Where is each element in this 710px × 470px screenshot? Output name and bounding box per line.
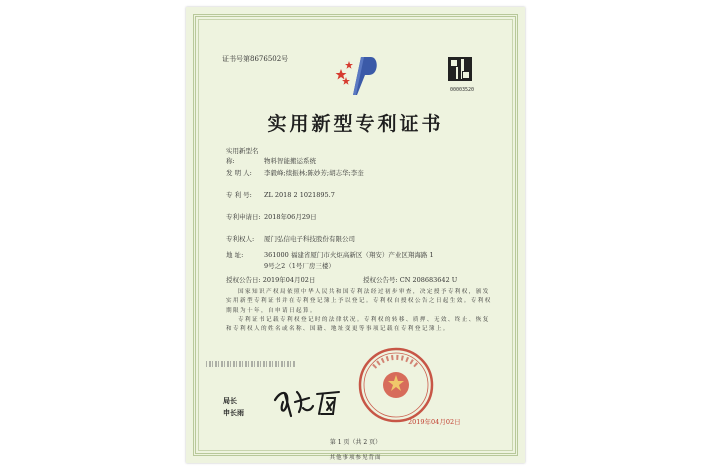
- official-seal-icon: [356, 345, 436, 425]
- field-value: 厦门弘信电子科技股份有限公司: [264, 235, 355, 243]
- qr-code: [448, 57, 472, 81]
- director-name: 申长雨: [223, 408, 244, 417]
- certificate-title: 实用新型专利证书: [267, 113, 444, 135]
- field-address: [226, 250, 434, 260]
- barcode-strip: [206, 361, 296, 367]
- certificate-number: 证书号第8676502号: [222, 55, 289, 63]
- field-value: 361000 福建省厦门市火炬高新区（翔安）产业区翔海路 1: [264, 251, 434, 259]
- field-value: 2018年06月29日: [264, 213, 317, 221]
- cnipa-logo-icon: [331, 51, 381, 97]
- paragraph-legal-status: 专利证书记载专利权登记时的法律状况。专利权的转移、质押、无效、终止、恢复和专利权人的姓名或名称、国籍、地址变更等事项记载在专利登记簿上。: [226, 317, 490, 333]
- field-patent-number: [226, 190, 335, 200]
- director-signature: [271, 382, 346, 422]
- director-title: 局长: [223, 396, 237, 405]
- field-label: 专 利 号:: [226, 191, 252, 199]
- address-line-2: 9号之2（1号厂房三楼）: [264, 262, 335, 270]
- field-utility-model-name: [226, 146, 316, 166]
- field-label: 发 明 人:: [226, 169, 252, 177]
- patent-certificate: [186, 7, 525, 463]
- page-number: 第 1 页（共 2 页）: [329, 439, 382, 446]
- field-label: 专利申请日:: [226, 213, 261, 221]
- field-label: 专利权人:: [226, 235, 255, 243]
- qr-code-id: 00003520: [449, 87, 475, 93]
- grant-announcement-date: 授权公告日: 2019年04月02日: [226, 276, 316, 284]
- field-patentee: [226, 234, 355, 244]
- field-value: 物料智能搬运系统: [264, 157, 316, 165]
- paragraph-grant-statement: 国家知识产权局依照中华人民共和国专利法经过初步审查，决定授予专利权，颁发实用新型专利证书并在专利登记簿上予以登记。专利权自授权公告之日起生效。专利权期限为十年，自申请日起算。: [226, 289, 492, 314]
- field-filing-date: [226, 212, 317, 222]
- grant-announcement-number: 授权公告号: CN 208683642 U: [363, 276, 458, 284]
- field-inventors: [226, 168, 364, 178]
- field-value: 李毅峰;续振林;陈妙芳;胡志华;李奎: [264, 169, 364, 177]
- field-label: 实用新型名称:: [226, 147, 259, 165]
- footer-note: 其他事项参见背面: [329, 455, 382, 461]
- field-value: ZL 2018 2 1021895.7: [264, 191, 335, 199]
- director-block: [223, 395, 244, 419]
- field-label: 地 址:: [226, 251, 244, 259]
- seal-date: 2019年04月02日: [408, 418, 461, 426]
